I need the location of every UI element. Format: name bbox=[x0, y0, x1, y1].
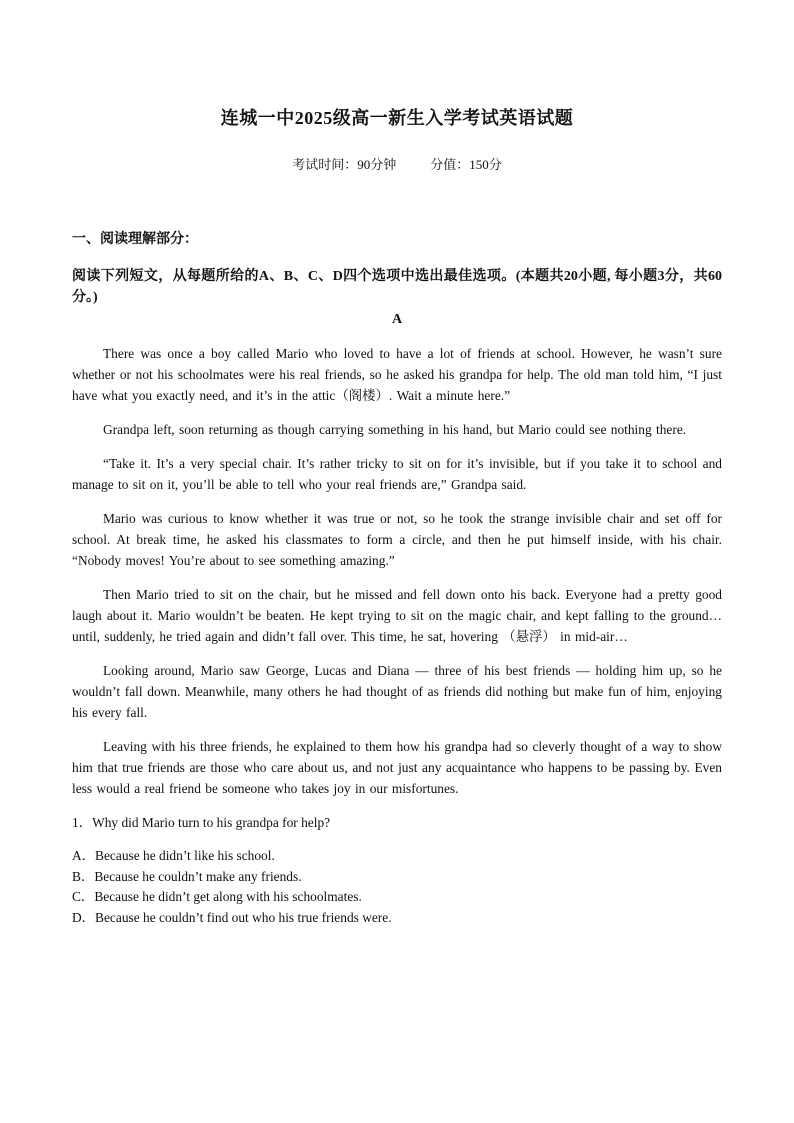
question-1-option-a: A．Because he didn’t like his school. bbox=[72, 848, 275, 863]
passage-paragraph: Then Mario tried to sit on the chair, but he missed and fell down onto his back. Everyone had a pretty good laugh about it. Mario wouldn’t be beaten. He kept trying to sit on the magic chair, and kept falling to the ground… until, suddenly, he tried again and didn’t fall over. This time, he sat, hovering （悬浮） in mid-air… bbox=[72, 587, 722, 644]
passage-paragraph: “Take it. It’s a very special chair. It’s rather tricky to sit on for it’s invisible, but if you take it to school and manage to sit on it, you’ll be able to tell who your real friends are,” Grandpa said. bbox=[72, 456, 722, 492]
exam-info bbox=[72, 154, 722, 173]
question-1-stem: 1．Why did Mario turn to his grandpa for help? bbox=[72, 815, 331, 830]
question-1-option-b: B．Because he couldn’t make any friends. bbox=[72, 868, 302, 884]
passage-paragraph: Leaving with his three friends, he explained to them how his grandpa had so cleverly thought of a way to show him that true friends are those who care about us, and not just any acquaintance who happens to be passing by. Even less would a real friend be someone who takes joy in our misfortunes. bbox=[72, 739, 722, 796]
passage-label: A bbox=[391, 312, 403, 327]
passage-paragraph: Looking around, Mario saw George, Lucas and Diana — three of his best friends — holding him up, so he wouldn’t fall down. Meanwhile, many others he had thought of as friends did nothing but make fun of him, enjoying his every fall. bbox=[72, 663, 722, 720]
passage-paragraph: Mario was curious to know whether it was true or not, so he took the strange invisible chair and set off for school. At break time, he asked his classmates to form a circle, and then he put himself inside, with his chair. “Nobody moves! You’re about to see something amazing.” bbox=[72, 511, 722, 568]
exam-title: 连城一中2025级高一新生入学考试英语试题 bbox=[220, 108, 574, 128]
question-1-option-c: C．Because he didn’t get along with his schoolmates. bbox=[72, 889, 362, 904]
question-1-option-d: D．Because he couldn’t find out who his true friends were. bbox=[72, 909, 392, 925]
passage-paragraph: There was once a boy called Mario who loved to have a lot of friends at school. However, he wasn’t sure whether or not his schoolmates were his real friends, so he asked his grandpa for help. The old man told him, “I just have what you exactly need, and it’s in the attic（阁楼）. Wait a minute here.” bbox=[72, 346, 722, 403]
exam-time: 考试时间：90分钟 bbox=[292, 157, 397, 172]
passage-paragraph: Grandpa left, soon returning as though carrying something in his hand, but Mario could see nothing there. bbox=[103, 422, 687, 437]
exam-score: 分值：150分 bbox=[430, 157, 502, 172]
section-instructions: 阅读下列短文，从每题所给的A、B、C、D四个选项中选出最佳选项。(本题共20小题, 每小题3分，共60分。) bbox=[72, 269, 722, 305]
passage-body bbox=[72, 343, 722, 928]
section-heading: 一、阅读理解部分： bbox=[72, 232, 198, 247]
